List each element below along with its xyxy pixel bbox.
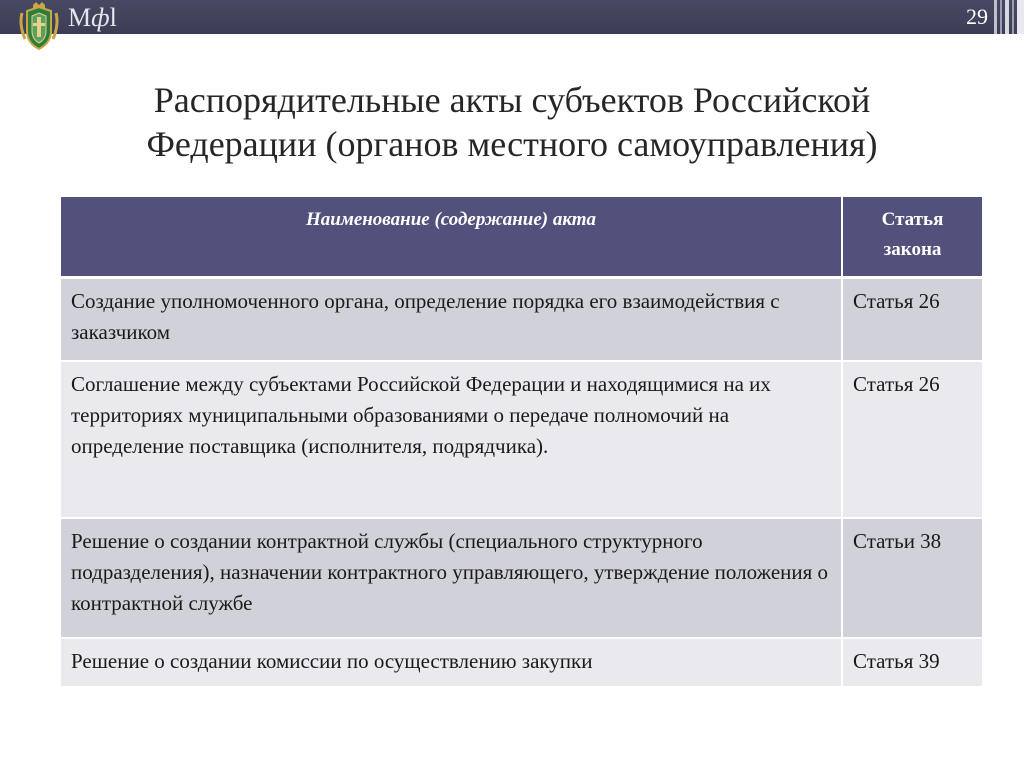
article-cell: Статьи 38 bbox=[841, 519, 982, 639]
slide-title bbox=[60, 78, 964, 166]
act-cell: Решение о создании комиссии по осуществлению закупки bbox=[61, 639, 841, 688]
slide-title-line1: Распорядительные акты субъектов Российской bbox=[153, 80, 871, 120]
logo-letter-m: М bbox=[68, 3, 92, 32]
column-header-article bbox=[841, 197, 982, 279]
emblem-logo-icon bbox=[17, 1, 61, 51]
article-cell: Статья 26 bbox=[841, 362, 982, 519]
table-row bbox=[61, 519, 982, 639]
act-cell: Решение о создании контрактной службы (специального структурного подразделения), назначении контрактного управляющего, утверждение положения о контрактной службе bbox=[61, 519, 841, 639]
table-row bbox=[61, 362, 982, 519]
article-cell: Статья 26 bbox=[841, 279, 982, 362]
table-header-row bbox=[61, 197, 982, 279]
table-row bbox=[61, 279, 982, 362]
column-header-article-line1: Статья bbox=[881, 209, 944, 230]
article-cell: Статья 39 bbox=[841, 639, 982, 688]
acts-table bbox=[61, 197, 982, 688]
act-cell: Соглашение между субъектами Российской Федерации и находящимися на их территориях муниципальными образованиями о передаче полномочий на определение поставщика (исполнителя, подрядчика). bbox=[61, 362, 841, 519]
column-header-article-line2: закона bbox=[883, 239, 942, 260]
edge-stripes-decoration bbox=[994, 0, 1024, 34]
logo-text bbox=[68, 3, 117, 33]
logo-letter-tail: l bbox=[109, 3, 117, 32]
slide-title-line2: Федерации (органов местного самоуправления) bbox=[146, 124, 878, 164]
page-number: 29 bbox=[966, 4, 988, 29]
column-header-name: Наименование (содержание) акта bbox=[61, 197, 841, 279]
act-cell: Создание уполномоченного органа, определение порядка его взаимодействия с заказчиком bbox=[61, 279, 841, 362]
logo-letter-f: ф bbox=[91, 3, 110, 32]
table-row bbox=[61, 639, 982, 688]
top-bar bbox=[0, 0, 1024, 34]
